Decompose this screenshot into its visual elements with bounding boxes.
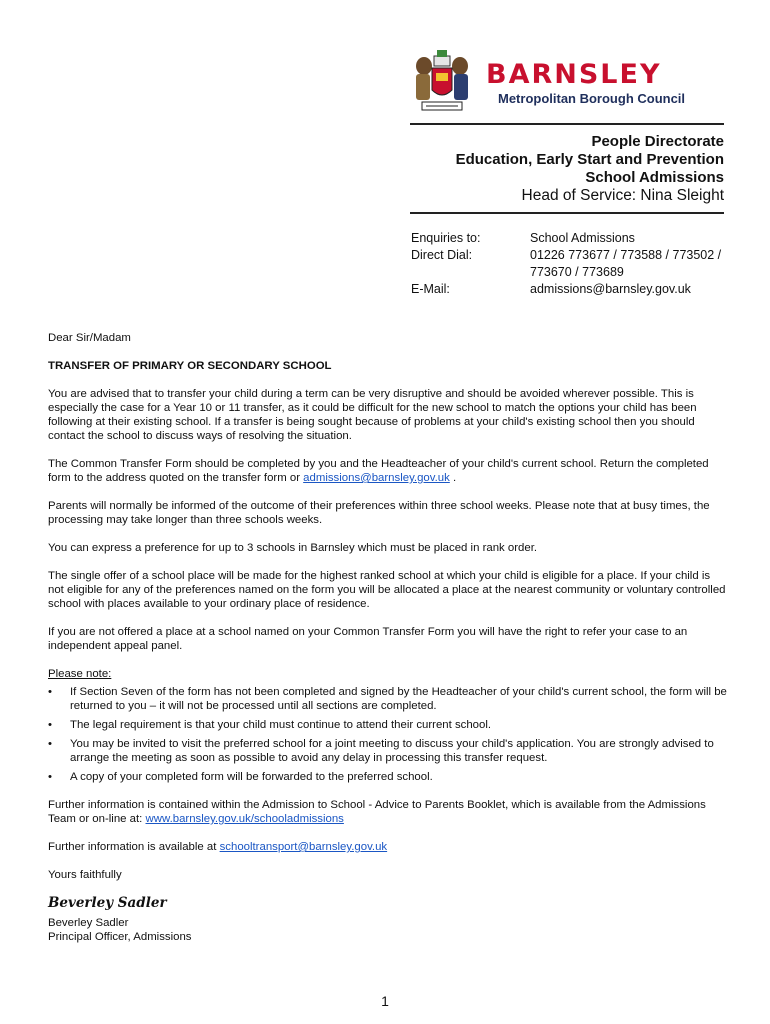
notes-list xyxy=(48,685,728,784)
division-name: Education, Early Start and Prevention xyxy=(455,151,724,168)
council-logo xyxy=(404,46,730,114)
contact-details xyxy=(411,230,745,298)
list-item xyxy=(48,718,728,732)
bullet-icon: • xyxy=(48,686,52,698)
paragraph-2 xyxy=(48,457,728,485)
council-name: BARNSLEY xyxy=(486,59,662,90)
directorate-block xyxy=(456,133,724,205)
team-name: School Admissions xyxy=(585,169,724,186)
bullet-icon: • xyxy=(48,719,52,731)
letter-body xyxy=(48,331,728,944)
paragraph-3: Parents will normally be informed of the outcome of their preferences within three school weeks. Please note that at busy times, the processing may take longer than three schools weeks. xyxy=(48,500,710,526)
contact-row xyxy=(411,247,745,281)
paragraph-5: The single offer of a school place will be made for the highest ranked school at which your child is eligible for a place. If your child is not eligible for any of the preferences named on the form you will be allocated a place at the nearest community or voluntary controlled school with places available to your ordinary place of residence. xyxy=(48,570,726,610)
contact-value: School Admissions xyxy=(530,231,635,245)
coat-of-arms-icon xyxy=(404,46,480,114)
contact-label: Enquiries to: xyxy=(411,231,481,245)
list-item xyxy=(48,685,728,713)
note-text: You may be invited to visit the preferred school for a joint meeting to discuss your child's application. You are strongly advised to arrange the meeting as soon as possible to avoid any delay in processing this transfer request. xyxy=(70,738,714,764)
paragraph-7-text: Further information is contained within the Admission to School - Advice to Parents Booklet, which is available from the Admissions Team or on-line at: xyxy=(48,799,706,825)
contact-value: 01226 773677 / 773588 / 773502 / 773670 / 773689 xyxy=(530,248,722,279)
paragraph-6: If you are not offered a place at a school named on your Common Transfer Form you will have the right to refer your case to an independent appeal panel. xyxy=(48,626,688,652)
paragraph-8 xyxy=(48,840,728,854)
school-transport-email-link[interactable]: schooltransport@barnsley.gov.uk xyxy=(219,841,388,853)
paragraph-2-end: . xyxy=(452,472,457,484)
contact-value: admissions@barnsley.gov.uk xyxy=(530,282,691,296)
paragraph-1: You are advised that to transfer your child during a term can be very disruptive and should be avoided wherever possible. This is especially the case for a Year 10 or 11 transfer, as it could be difficult for the new school to match the options your child has been following at their existing school. If a transfer is being sought because of problems at your child's existing school then you should contact the school to discuss ways of resolving the situation. xyxy=(48,388,697,442)
admissions-email-link[interactable]: admissions@barnsley.gov.uk xyxy=(303,472,450,484)
paragraph-4: You can express a preference for up to 3 schools in Barnsley which must be placed in rank order. xyxy=(48,542,538,554)
contact-label: Direct Dial: xyxy=(411,248,473,262)
signatory-title: Principal Officer, Admissions xyxy=(48,931,192,943)
header-divider-top xyxy=(410,123,724,125)
contact-label: E-Mail: xyxy=(411,282,450,296)
contact-row xyxy=(411,281,745,298)
note-text: A copy of your completed form will be forwarded to the preferred school. xyxy=(70,771,433,783)
list-item xyxy=(48,770,728,784)
paragraph-8-text: Further information is available at xyxy=(48,841,217,853)
list-item xyxy=(48,737,728,765)
salutation: Dear Sir/Madam xyxy=(48,332,131,344)
page-number: 1 xyxy=(381,993,389,1009)
letter-subject: TRANSFER OF PRIMARY OR SECONDARY SCHOOL xyxy=(48,360,332,372)
signatory-name: Beverley Sadler xyxy=(48,917,129,929)
closing: Yours faithfully xyxy=(48,869,122,881)
head-of-service: Head of Service: Nina Sleight xyxy=(521,187,724,204)
contact-row xyxy=(411,230,745,247)
paragraph-2-text: The Common Transfer Form should be completed by you and the Headteacher of your child's current school. Return the completed form to the address quoted on the transfer form or xyxy=(48,458,709,484)
header-divider-bottom xyxy=(410,212,724,214)
bullet-icon: • xyxy=(48,738,52,750)
paragraph-7 xyxy=(48,798,728,826)
notes-heading: Please note: xyxy=(48,668,112,680)
note-text: If Section Seven of the form has not been completed and signed by the Headteacher of your child's current school, the form will be returned to you – it will not be processed until all sections are completed. xyxy=(70,686,727,712)
signature: Beverley Sadler xyxy=(48,895,167,911)
school-admissions-website-link[interactable]: www.barnsley.gov.uk/schooladmissions xyxy=(145,813,344,825)
bullet-icon: • xyxy=(48,771,52,783)
council-subtitle: Metropolitan Borough Council xyxy=(498,91,686,106)
directorate-name: People Directorate xyxy=(591,133,724,150)
note-text: The legal requirement is that your child must continue to attend their current school. xyxy=(70,719,492,731)
